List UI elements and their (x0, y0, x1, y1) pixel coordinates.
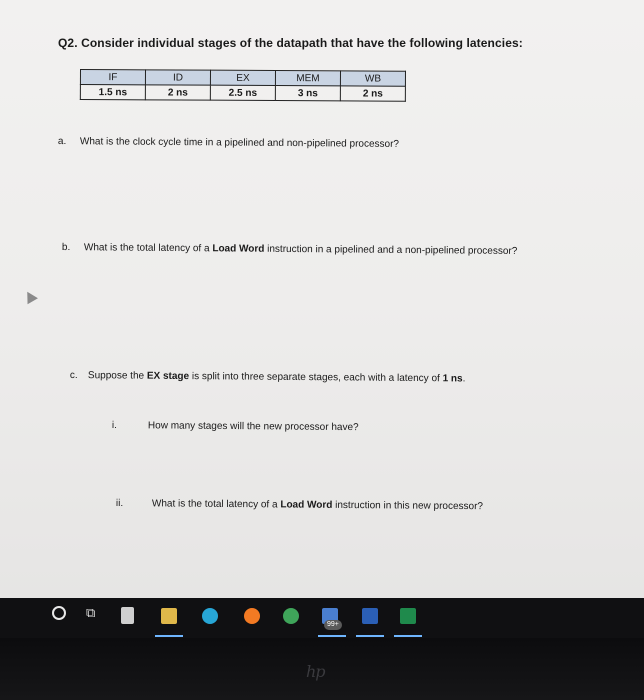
question-c-marker: c. (69, 370, 78, 382)
calculator-icon[interactable] (121, 607, 134, 624)
active-app-indicator (318, 635, 346, 637)
firefox-icon[interactable] (244, 608, 260, 624)
question-title: Q2. Consider individual stages of the datapath that have the following latencies: (58, 36, 523, 50)
edge-icon[interactable] (202, 608, 218, 624)
table-row (80, 85, 405, 102)
active-app-indicator (394, 635, 422, 637)
question-b (62, 242, 517, 257)
value-cell: 1.5 ns (80, 85, 145, 100)
header-cell: EX (210, 70, 275, 85)
question-c-ii-bold: Load Word (280, 499, 333, 511)
question-c-bold: EX stage (146, 370, 190, 383)
question-c-text-mid: is split into three separate stages, each with a latency of (189, 371, 443, 385)
question-b-text-end: instruction in a pipelined and a non-pipelined processor? (264, 243, 518, 257)
task-view-icon[interactable]: ⧉ (86, 605, 96, 620)
chrome-icon[interactable] (283, 608, 299, 624)
excel-icon[interactable] (400, 608, 416, 624)
question-a-text: What is the clock cycle time in a pipelined and non-pipelined processor? (79, 136, 400, 150)
question-a-marker: a. (57, 136, 67, 148)
question-c-i-text: How many stages will the new processor have? (147, 420, 359, 434)
question-c-ii-marker: ii. (115, 498, 124, 510)
header-cell: MEM (275, 71, 340, 86)
question-b-marker: b. (61, 242, 71, 254)
question-c-text-end: . (462, 373, 466, 385)
latency-table (80, 69, 406, 102)
value-cell: 3 ns (275, 86, 340, 101)
hp-logo: hp (306, 662, 325, 681)
question-c-i (112, 420, 359, 433)
start-icon[interactable] (52, 606, 66, 620)
header-cell: ID (145, 70, 210, 85)
active-app-indicator (356, 635, 384, 637)
mail-badge: 99+ (324, 620, 342, 630)
file-explorer-icon[interactable] (161, 608, 177, 624)
mouse-cursor-icon (22, 289, 38, 305)
question-c-ii-text-end: instruction in this new processor? (332, 499, 484, 513)
question-c-i-marker: i. (111, 420, 117, 432)
question-c-ii-text: What is the total latency of a (151, 498, 281, 511)
header-cell: IF (80, 70, 145, 85)
value-cell: 2 ns (145, 85, 210, 100)
question-b-bold: Load Word (212, 243, 265, 255)
question-c (70, 370, 466, 384)
question-c-text: Suppose the (87, 370, 147, 382)
table-header-row (80, 70, 405, 87)
question-c-ii (116, 498, 483, 512)
header-cell: WB (340, 71, 405, 86)
value-cell: 2 ns (340, 86, 405, 101)
question-c-bold-2: 1 ns (442, 373, 463, 385)
active-app-indicator (155, 635, 183, 637)
value-cell: 2.5 ns (210, 85, 275, 100)
question-b-text: What is the total latency of a (83, 242, 213, 255)
word-icon[interactable] (362, 608, 378, 624)
question-a (58, 136, 399, 150)
